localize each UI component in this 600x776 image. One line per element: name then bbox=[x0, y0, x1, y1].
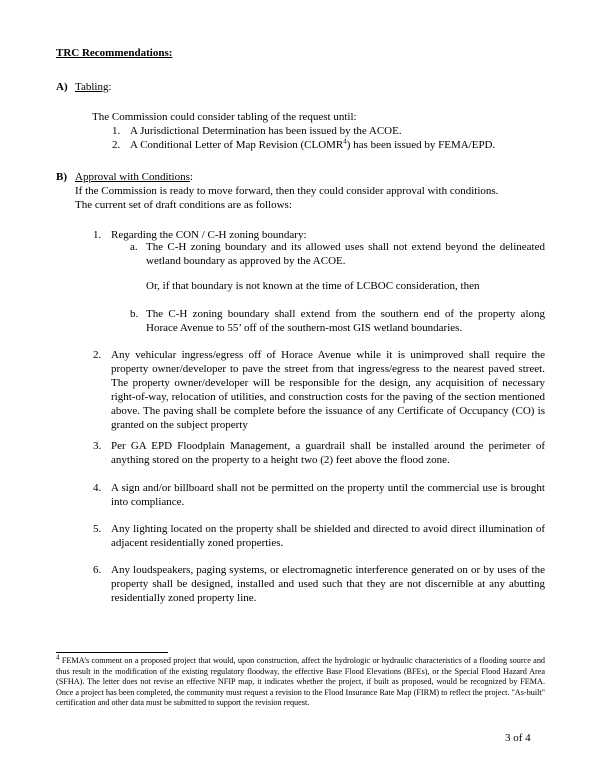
section-a-heading: Tabling bbox=[75, 81, 109, 93]
tabling-item-text-before: A Conditional Letter of Map Revision (CLOMR bbox=[130, 139, 344, 151]
condition-num: 6. bbox=[93, 564, 102, 576]
section-b-intro-line2: The current set of draft conditions are as follows: bbox=[75, 199, 292, 211]
footnote bbox=[56, 653, 546, 709]
condition-text: A sign and/or billboard shall not be permitted on the property until the commercial use is brought into compliance. bbox=[111, 482, 545, 508]
section-a-heading-suffix: : bbox=[108, 81, 112, 93]
condition-num: 4. bbox=[93, 482, 102, 494]
condition-num: 2. bbox=[93, 349, 102, 361]
section-a-letter: A) bbox=[56, 81, 68, 93]
condition-text: Regarding the CON / C-H zoning boundary: bbox=[111, 229, 307, 241]
tabling-item-num: 2. bbox=[112, 139, 121, 151]
condition-num: 3. bbox=[93, 440, 102, 452]
section-a-intro: The Commission could consider tabling of the request until: bbox=[92, 111, 357, 123]
section-b-heading-line bbox=[75, 170, 193, 184]
page-title: TRC Recommendations: bbox=[56, 47, 173, 59]
tabling-item: A Jurisdictional Determination has been issued by the ACOE. bbox=[130, 125, 402, 137]
footnote-reference: 4 bbox=[343, 137, 347, 146]
section-b-letter: B) bbox=[56, 171, 67, 183]
condition-text: Any lighting located on the property shall be shielded and directed to avoid direct illumination of adjacent residentially zoned properties. bbox=[111, 523, 545, 549]
tabling-item bbox=[130, 138, 495, 152]
section-b-intro-line1: If the Commission is ready to move forward, then they could consider approval with conditions. bbox=[75, 185, 499, 197]
condition-text: Per GA EPD Floodplain Management, a guardrail shall be installed around the perimeter of anything stored on the property to a height two (2) feet above the flood zone. bbox=[111, 440, 545, 466]
subitem-note: Or, if that boundary is not known at the time of LCBOC consideration, then bbox=[146, 280, 480, 292]
tabling-item-num: 1. bbox=[112, 125, 121, 137]
section-b-heading: Approval with Conditions bbox=[75, 171, 190, 183]
footnote-marker: 4 bbox=[56, 653, 60, 662]
subitem-letter: a. bbox=[130, 241, 138, 253]
footnote-divider bbox=[56, 652, 168, 653]
page-number: 3 of 4 bbox=[505, 732, 531, 744]
subitem-letter: b. bbox=[130, 308, 139, 320]
footnote-text: FEMA’s comment on a proposed project that would, upon construction, affect the hydrologic or hydraulic characteristics of a flooding source and thus result in the modification of the existing regulatory floodway, the effective Base Flood Elevations (BFEs), or the Special Flood Hazard Area (SFHA). The letter does not revise an effective NFIP map, it indicates whether the project, if built as proposed, would be recognized by FEMA. Once a project has been completed, the community must request a revision to the Flood Insurance Rate Map (FIRM) to reflect the project. "As-built" certification and other data must be submitted to support the revision request. bbox=[56, 656, 546, 708]
condition-num: 1. bbox=[93, 229, 102, 241]
condition-text: Any vehicular ingress/egress off of Horace Avenue while it is unimproved shall require the property owner/developer to pave the street from that ingress/egress to the nearest paved street. The property owner/developer will be responsible for the design, any acquisition of necessary right-of-way, relocation of utilities, and construction costs for the paving of the section mentioned above. The paving shall be complete before the issuance of any Certificate of Occupancy (CO) is granted on the subject property bbox=[111, 349, 545, 431]
condition-num: 5. bbox=[93, 523, 102, 535]
subitem-text: The C-H zoning boundary shall extend from the southern end of the property along Horace Avenue to 55’ off of the southern-most GIS wetland boundaries. bbox=[146, 308, 545, 334]
tabling-item-text-after: ) has been issued by FEMA/EPD. bbox=[346, 139, 496, 151]
condition-text: Any loudspeakers, paging systems, or electromagnetic interference generated on or by uses of the property shall be designed, installed and used such that they are not discernible at any abutting residentially zoned property line. bbox=[111, 564, 545, 604]
section-a-heading-line bbox=[75, 80, 112, 94]
section-b-heading-suffix: : bbox=[189, 171, 193, 183]
subitem-text: The C-H zoning boundary and its allowed uses shall not extend beyond the delineated wetland boundary as approved by the ACOE. bbox=[146, 241, 545, 267]
